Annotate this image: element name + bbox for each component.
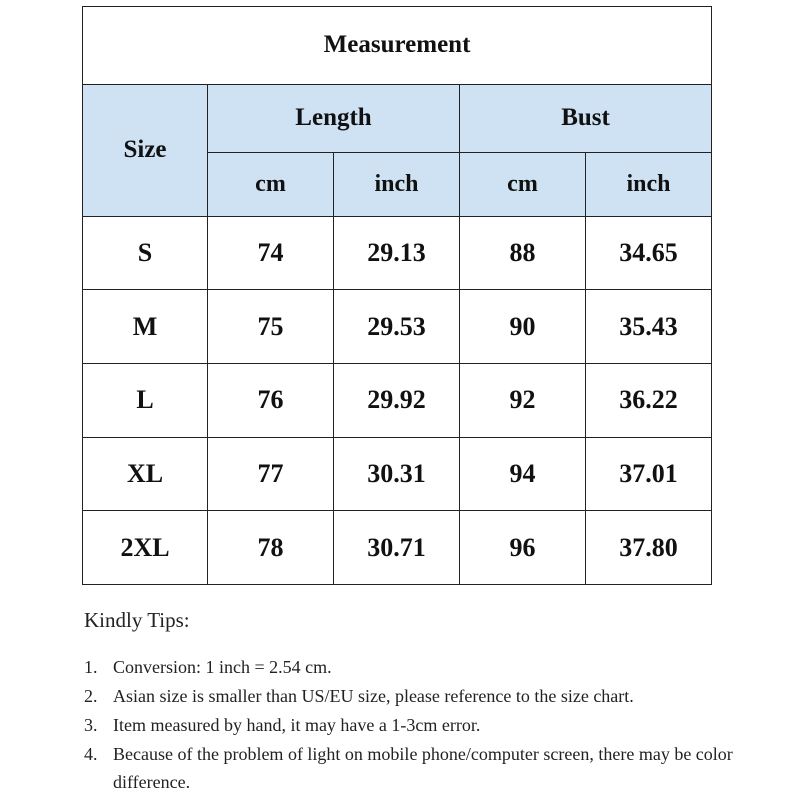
bust-cm-cell: 94: [460, 437, 586, 511]
list-item: [84, 653, 784, 681]
tip-number: 3.: [84, 715, 98, 735]
table-row: [83, 290, 712, 364]
bust-cm-cell: 90: [460, 290, 586, 364]
measurement-table: [82, 6, 712, 585]
table-row: [83, 437, 712, 511]
length-inch-cell: 29.92: [334, 364, 460, 438]
bust-inch-cell: 35.43: [586, 290, 712, 364]
length-cm-cell: 74: [208, 216, 334, 290]
bust-inch-cell: 37.80: [586, 511, 712, 585]
unit-header-length-inch: inch: [334, 153, 460, 217]
table-row: [83, 364, 712, 438]
bust-cm-cell: 96: [460, 511, 586, 585]
bust-inch-cell: 37.01: [586, 437, 712, 511]
size-cell: M: [83, 290, 208, 364]
size-cell: XL: [83, 437, 208, 511]
bust-inch-cell: 36.22: [586, 364, 712, 438]
tips-list: [84, 653, 784, 796]
tip-text: Conversion: 1 inch = 2.54 cm.: [113, 657, 332, 677]
list-item: [84, 740, 784, 796]
bust-cm-cell: 88: [460, 216, 586, 290]
length-inch-cell: 30.71: [334, 511, 460, 585]
length-inch-cell: 29.13: [334, 216, 460, 290]
tip-text: Asian size is smaller than US/EU size, please reference to the size chart.: [113, 686, 634, 706]
table-title: Measurement: [83, 7, 712, 85]
size-cell: L: [83, 364, 208, 438]
list-item: [84, 711, 784, 739]
length-cm-cell: 76: [208, 364, 334, 438]
length-header: Length: [208, 84, 460, 153]
kindly-tips: [84, 608, 784, 797]
tip-text: Because of the problem of light on mobile phone/computer screen, there may be color difference.: [113, 744, 733, 792]
tip-number: 2.: [84, 686, 98, 706]
bust-cm-cell: 92: [460, 364, 586, 438]
unit-header-bust-cm: cm: [460, 153, 586, 217]
list-item: [84, 682, 784, 710]
table-row: [83, 511, 712, 585]
length-inch-cell: 29.53: [334, 290, 460, 364]
size-cell: 2XL: [83, 511, 208, 585]
size-cell: S: [83, 216, 208, 290]
unit-header-length-cm: cm: [208, 153, 334, 217]
bust-header: Bust: [460, 84, 712, 153]
tip-text: Item measured by hand, it may have a 1-3cm error.: [113, 715, 481, 735]
length-cm-cell: 77: [208, 437, 334, 511]
length-cm-cell: 75: [208, 290, 334, 364]
tip-number: 4.: [84, 744, 98, 764]
size-header: Size: [83, 84, 208, 216]
length-inch-cell: 30.31: [334, 437, 460, 511]
tips-title: Kindly Tips:: [84, 608, 190, 632]
table-row: [83, 216, 712, 290]
unit-header-bust-inch: inch: [586, 153, 712, 217]
length-cm-cell: 78: [208, 511, 334, 585]
bust-inch-cell: 34.65: [586, 216, 712, 290]
tip-number: 1.: [84, 657, 98, 677]
